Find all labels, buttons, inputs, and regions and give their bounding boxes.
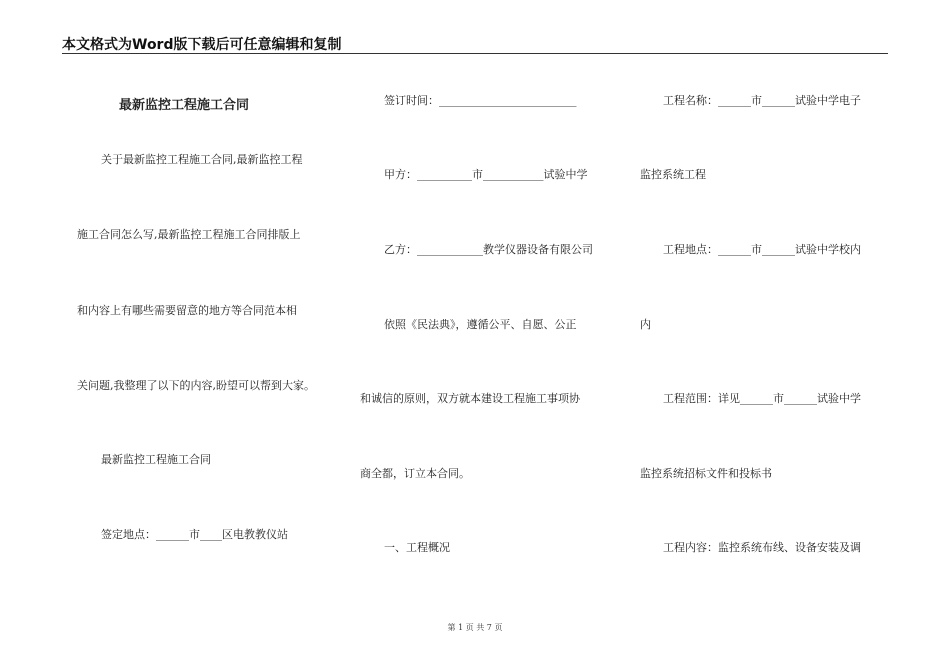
col1-line: 最新监控工程施工合同	[101, 453, 211, 466]
document-header: 本文格式为Word版下载后可任意编辑和复制	[62, 37, 342, 53]
page-number: 第 1 页 共 7 页	[447, 623, 503, 632]
col1-line: 和内容上有哪些需要留意的地方等合同范本相	[77, 304, 297, 317]
col1-line: 关于最新监控工程施工合同,最新监控工程	[101, 153, 303, 166]
col2-line: 一、工程概况	[384, 541, 450, 554]
col1-line: 关问题,我整理了以下的内容,盼望可以帮到大家。	[77, 379, 315, 392]
col3-line: 工程内容：监控系统布线、设备安装及调	[663, 541, 861, 554]
col1-line: 签定地点：______市____区电教教仪站	[101, 528, 288, 541]
col3-line: 监控系统工程	[640, 168, 706, 181]
col2-line: 依照《民法典》，遵循公平、自愿、公正	[384, 318, 577, 331]
col1-line: 施工合同怎么写,最新监控工程施工合同排版上	[77, 228, 301, 241]
col3-line: 工程地点：______市______试验中学校内	[663, 243, 861, 256]
col2-line: 甲方：__________市___________试验中学	[384, 168, 588, 181]
col2-line: 乙方：____________教学仪器设备有限公司	[384, 243, 593, 256]
col3-line: 工程名称：______市______试验中学电子	[663, 94, 861, 107]
col2-line: 商全都，订立本合同。	[360, 467, 470, 480]
col3-line: 内	[640, 318, 651, 331]
col3-line: 监控系统招标文件和投标书	[640, 467, 772, 480]
col2-line: 签订时间：_________________________	[384, 94, 577, 107]
header-rule	[62, 53, 888, 54]
col3-line: 工程范围：详见______市______试验中学	[663, 392, 861, 405]
contract-title: 最新监控工程施工合同	[119, 98, 250, 113]
col2-line: 和诚信的原则，双方就本建设工程施工事项协	[360, 392, 580, 405]
